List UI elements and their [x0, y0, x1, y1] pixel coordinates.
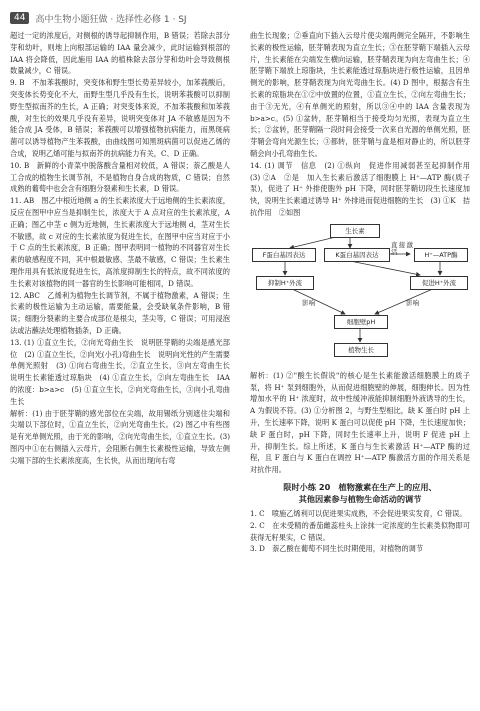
label-direct-activate: 直接激活: [391, 240, 413, 256]
analysis-14: 解析：(1) ②"酸生长假说"的核心是生长素能激活细胞膜上的质子泵，将 H⁺ 泵到细胞外，从而促进细胞壁的伸展，细胞伸长。因为性增加水平的 H⁺ 浓度时，故中性缓冲液能抑制细胞外液诱导的生长，A 为假说不符。(3) ①分析图 2，与野生型相比，缺 K 蛋白时 pH 上升，生长速率下降，说明 K 蛋白可以促使 pH 下降，生长速度加快；缺 F 蛋白时，pH 下降，同时生长速率上升，说明 F 促进 pH 上升，抑制生长。综上所述，K 蛋白与生长素激活 H⁺—ATP 酶的过程，且 F 蛋白与 K 蛋白在调控 H⁺—ATP 酶激活方面的作用关系是对抗作用。: [250, 370, 470, 475]
book-title: 高中生物小题狂做 · 选择性必修 1 · SJ: [35, 14, 187, 25]
right-column: [250, 30, 478, 555]
answer-3: 3. D 萘乙酸在葡萄不同生长时期使用，对植物的调节: [250, 544, 424, 554]
section-title: [250, 481, 470, 505]
page-number: 44: [10, 12, 29, 24]
answer-13: 13. (1) ①直立生长，②向光弯曲生长 说明胚芽鞘的尖端是感光部位 (2) ①直立生长，②向光(小孔)弯曲生长 说明向光性的产生需要单侧光照射 (3) ①向右弯曲生长，②直立生长，③向左弯曲生长 说明生长素能透过琼脂块 (4) ①直立生长，②向左弯曲生长 IAA 的浓度：b>a>c (5) ①直立生长，②向光弯曲生长，③向小孔弯曲生长: [10, 337, 238, 406]
node-f-protein: F蛋白基因表达: [252, 248, 316, 262]
answer-2: 2. C 在未受精的番茄雌蕊柱头上涂抹一定浓度的生长素类似物即可获得无籽果实，C 错误。: [250, 520, 470, 542]
paragraph: 超过一定的浓度后，对侧根的诱导起抑制作用，B 错误；若除去部分芽和幼叶，则地上向根部运输的 IAA 量会减少，此时运输到根部的 IAA 将会降低，因此施用 IAA 的植株除去部分芽和幼叶会导致侧根数量减少，C 错误。: [10, 31, 230, 76]
paragraph: 曲生长现象；②垂直向下插入云母片使尖端两侧完全隔开，不影响生长素的极性运输，胚芽鞘表现为直立生长；③在胚芽鞘下端插入云母片，生长素能在尖端发生横向运输，胚芽鞘表现为向左弯曲生长；④胚芽鞘下端放上琼脂块，生长素能透过琼脂块进行极性运输，且因单侧光的影响，胚芽鞘表现为向光弯曲生长。(4) D 图中，根据含有生长素的琼脂块在①②中放置的位置，①直立生长，②向左弯曲生长；由于③无光，④有单侧光的照射，所以③④中的 IAA 含量表现为 b>a>c。(5) ①盆转，胚芽鞘相当于接受均匀光照，表现为直立生长；②盆转，胚芽鞘隔一段时间会接受一次来自光源的单侧光照，胚芽鞘会弯向光源生长；③都转，胚芽鞘与盒是相对静止的，所以胚芽鞘会向小孔弯曲生长。: [250, 31, 470, 158]
answer-12: 12. ABC 乙烯利为植物生长调节剂，不属于植物激素，A 错误；生长素的极性运输为主动运输，需要能量，会受缺氧条件影响，B 错误；细胞分裂素的主要合成部位是根尖，茎尖等，C 错误；可用浸泡法或沾蘸法处理植物插条，D 正确。: [10, 290, 230, 335]
left-column: [10, 30, 238, 466]
label-influence-left: 影响: [302, 298, 315, 307]
node-promote-efflux: 促进H⁺外流: [410, 276, 468, 290]
section-title-line-1: 限时小练 20 植物激素在生产上的应用、: [283, 481, 437, 492]
answer-14: 14. (1) 调节 信息 (2) ①纵向 促进作用减弱甚至起抑制作用 (3) ②A ②是 加入生长素后激活了细胞膜上 H⁺—ATP 酶(质子泵)，促进了 H⁺ 外排使胞外 pH 下降，同时胚芽鞘切段生长速度加快，说明生长素通过诱导 H⁺ 外排进而促进细胞的生长 (3) ①K 拮抗作用 ②如图: [250, 160, 478, 217]
regulation-diagram: [250, 222, 470, 367]
node-plant-growth: 植物生长: [334, 343, 388, 357]
node-h-atp: H⁺—ATP酶: [414, 248, 468, 262]
answer-10: 10. B 新鲜的小青菜中脱落酸含量相对较低，A 错误；萘乙酸是人工合成的植物生长调节剂，不是植物自身合成的物质，C 错误；自然成熟的葡萄中也会含有细胞分裂素和生长素，D 错误。: [10, 160, 230, 194]
answer-9: 9. B 不加苯莪酸时，突变体和野生型长势差异较小，加苯莪酸后，突变体长势变化不大，而野生型几乎没有生长，说明苯莪酸可以抑制野生型拟南芥的生长，A 正确；对突变体来说，不加苯莪酸和加苯莪酸，对生长的效果几乎没有差异，说明突变体对 JA 不敏感是因为不能合成 JA 受体，B 错误；苯莪酸可以增强植物抗病能力，而黑斑病菌可以诱导植物产生苯莪酸，由曲线图可知黑斑病菌可以促进乙烯的合成，说明乙烯可能与拟南芥的抗病能力有关，C、D 正确。: [10, 78, 230, 158]
answer-1: 1. C 喷施乙烯利可以促进果实成熟，不会促进果实发育，C 错误。: [250, 508, 467, 518]
answer-11: 11. AB 图乙中根近地侧 a 的生长素浓度大于远地侧的生长素浓度，反应在图甲中应当是抑制生长，浓度大于 A 点对应的生长素浓度，A 正确；图乙中茎 c 侧为近地侧，生长素浓度大于远地侧 d，茎对生长不敏感，故 c 对应的生长素浓度为促进生长，在图甲中应当对应于小于 C 点的生长素浓度，B 正确；图甲表明同一植物的不同器官对生长素的敏感程度不同，其中根最敏感、茎最不敏感，C 错误；生长素生理作用具有低浓度促进生长，高浓度抑制生长的特点，故不同浓度的生长素对该植物的同一器官的生长影响可能相同，D 错误。: [10, 196, 230, 288]
page-header: [10, 10, 187, 26]
node-inhibit-efflux: 抑制H⁺外流: [256, 276, 314, 290]
node-growth-hormone: 生长素: [330, 224, 380, 238]
node-cell-wall-ph: 细胞壁pH: [334, 315, 388, 329]
analysis-13: 解析：(1) 由于胚芽鞘的感光部位在尖端，故用锡纸分别遮住尖端和尖端以下部位时，①直立生长，②向光弯曲生长。(2) 图乙中有些图是有光单侧光照，由于光的影响，②向光弯曲生长，①直立生长。(3) 图丙中①在右侧插入云母片，会阻断右侧生长素极性运输，导致左侧尖端下部的生长素浓度高，生长快，从而出现向右弯: [10, 408, 230, 465]
node-k-protein: K蛋白基因表达: [324, 248, 390, 262]
section-title-line-2: 其他因素参与植物生命活动的调节: [298, 493, 422, 504]
label-influence-right: 影响: [406, 298, 419, 307]
